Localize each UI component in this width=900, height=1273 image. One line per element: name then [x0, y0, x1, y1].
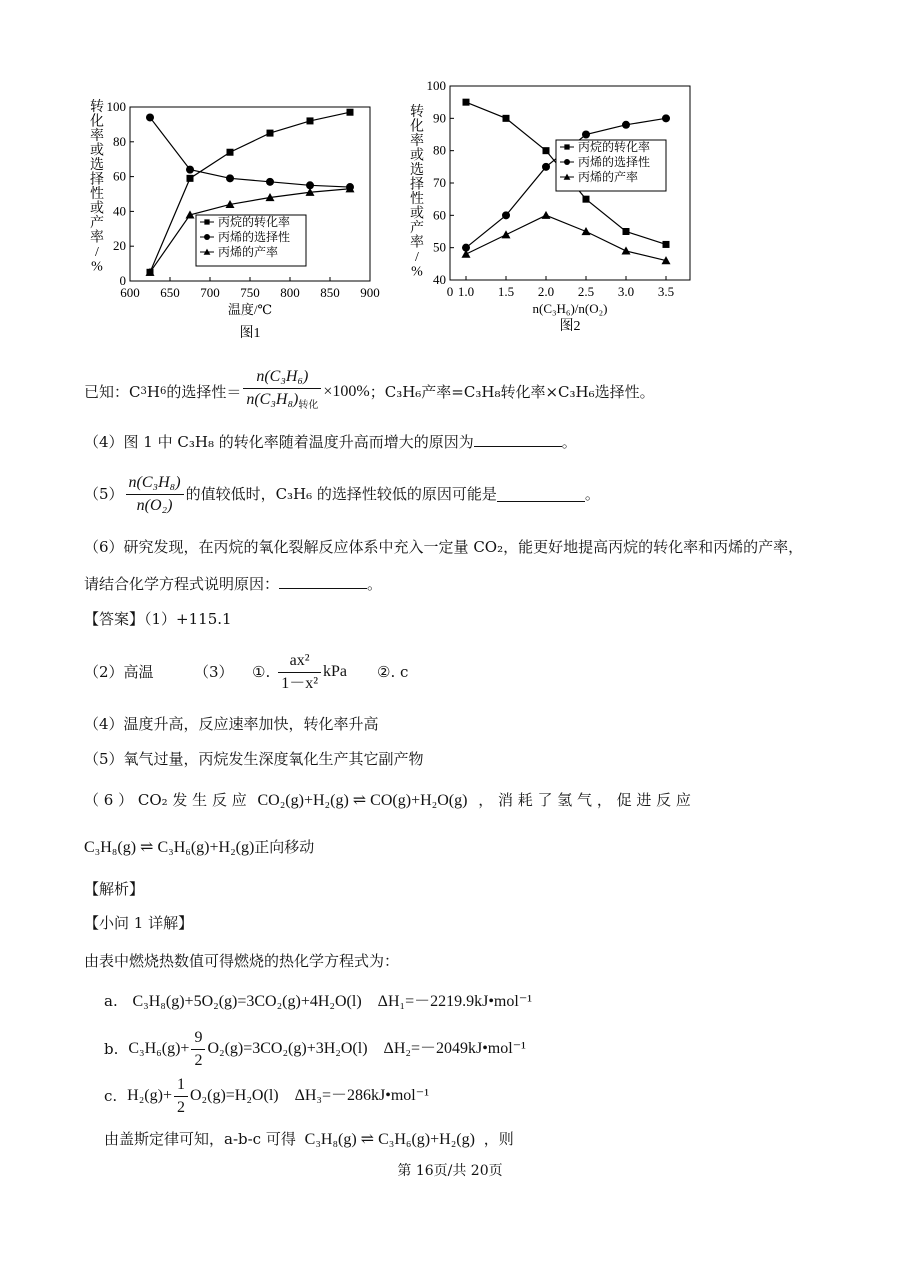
data-point [503, 115, 510, 122]
y-tick-label: 90 [433, 110, 446, 126]
y-axis-label-char: 化 [410, 119, 424, 135]
known-tail: ；C₃H₆产率=C₃H₈转化率×C₃H₆选择性。 [369, 383, 655, 401]
known-line: 已知：C 3 H 6 的选择性＝ $\frac{\text{n(C₃H₆)}}{n(C_3H_8)_{转化}}$ ×100% ；C₃H₆产率=C₃H₈转化率×C₃H₆选择性。 [84, 368, 655, 416]
y-axis-label-char: 择 [90, 172, 104, 188]
question-6-line-1: （6）研究发现，在丙烷的氧化裂解反应体系中充入一定量 CO₂，能更好地提高丙烷的转化率和丙烯的产率， [84, 538, 804, 556]
answer-6-line-2 [84, 836, 314, 859]
y-axis-label-char: % [411, 264, 423, 280]
known-den-sub: 转化 [298, 400, 319, 412]
known-mid: 的选择性＝ [166, 383, 242, 401]
equation-b-part-2: O₂(g)=3CO₂(g)+3H₂O(l) ΔH₂=－2049kJ•mol⁻¹ [207, 1040, 526, 1057]
answer-3-num: ax² [289, 651, 310, 669]
data-point [583, 196, 590, 203]
y-axis-label-char: / [415, 250, 419, 265]
equation-c-den: 2 [176, 1098, 185, 1116]
data-point [582, 131, 590, 139]
q4-text: （4）图 1 中 C₃H₈ 的转化率随着温度升高而增大的原因为 [84, 433, 474, 451]
y-axis-label-char: 选 [90, 158, 104, 173]
equation-c-fraction [174, 1074, 188, 1119]
y-axis-label-char: / [95, 245, 99, 260]
x-tick-label: 750 [240, 285, 260, 300]
answer-1: 【答案】（1）+115.1 [84, 610, 232, 628]
q5-text: 的值较低时，C₃H₆ 的选择性较低的原因可能是 [185, 485, 497, 503]
legend [556, 139, 666, 191]
legend-entry: 丙烷的转化率 [578, 140, 651, 154]
y-axis-label-char: 或 [410, 206, 424, 222]
x-tick-label: 600 [120, 285, 140, 300]
y-axis-label-char: 选 [410, 163, 424, 178]
chart-title: 图1 [239, 326, 261, 341]
y-axis-label-char: 率 [90, 129, 104, 144]
equation-b-label: b. [104, 1040, 119, 1058]
data-point [542, 163, 550, 171]
y-tick-label: 40 [433, 272, 446, 287]
series-line-2 [150, 117, 350, 187]
data-point [622, 246, 631, 254]
answer-2-3 [84, 648, 408, 696]
answer-6-a: （ 6 ） CO₂ 发 生 反 应 [84, 791, 247, 809]
q6-end: 。 [367, 575, 383, 593]
y-axis-label-char: 化 [90, 114, 104, 130]
equation-b-part-1: C₃H₆(g)+ [128, 1040, 190, 1057]
question-4 [84, 431, 577, 453]
y-tick-label: 100 [426, 78, 446, 93]
data-point [347, 109, 354, 116]
data-point [502, 211, 510, 219]
answer-3-part-2: ②. c [377, 663, 409, 681]
answer-6-equation: CO₂(g)+H₂(g) ⇌ CO(g)+H₂O(g) [257, 792, 468, 809]
q6-text: 请结合化学方程式说明原因： [84, 575, 280, 593]
y-tick-label: 80 [113, 133, 126, 149]
data-point [463, 99, 470, 106]
x-tick-label: 0 [446, 284, 454, 299]
legend-marker [204, 234, 210, 240]
chart-1-svg [84, 95, 384, 345]
legend-marker [564, 144, 569, 149]
equation-c-label: c. [104, 1087, 118, 1105]
answer-3-part-1: ①. [252, 663, 271, 681]
data-point [502, 230, 511, 238]
equation-a-label: a. [104, 992, 118, 1010]
y-axis-label-char: 性 [90, 187, 104, 202]
data-point [227, 149, 234, 156]
y-axis-label-char: 或 [410, 148, 424, 164]
data-point [542, 211, 551, 219]
data-point [663, 241, 670, 248]
answer-6-b: ， 消 耗 了 氢 气 ， 促 进 反 应 [478, 791, 691, 809]
y-axis-label-char: 或 [90, 143, 104, 159]
hess-equation: C₃H₈(g) ⇌ C₃H₆(g)+H₂(g) [304, 1131, 475, 1148]
q5-prefix: （5） [84, 485, 124, 503]
legend-marker [564, 159, 570, 165]
y-axis-label-char: 产 [410, 221, 424, 236]
data-point [186, 166, 194, 174]
y-tick-label: 70 [433, 175, 446, 190]
y-tick-label: 50 [433, 239, 446, 255]
equation-a-text: C₃H₈(g)+5O₂(g)=3CO₂(g)+4H₂O(l) ΔH₁=－2219.9kJ•mol⁻¹ [132, 993, 533, 1010]
x-axis-label: n(C₃H₆)/n(O₂) [532, 301, 608, 316]
data-point [543, 147, 550, 154]
answer-4: （4）温度升高，反应速率加快，转化率升高 [84, 715, 379, 733]
data-point [146, 113, 154, 121]
y-axis-label-char: 转 [410, 105, 424, 120]
q4-end: 。 [561, 433, 577, 451]
question-5 [84, 470, 600, 518]
y-tick-label: 100 [106, 99, 126, 114]
y-tick-label: 80 [433, 142, 446, 158]
q5-num: n(C₃H₈) [128, 473, 181, 491]
legend-entry: 丙烯的选择性 [218, 230, 291, 244]
x-tick-label: 3.5 [657, 284, 675, 299]
x-tick-label: 650 [160, 285, 180, 300]
y-tick-label: 0 [119, 273, 126, 288]
x-tick-label: 3.0 [617, 284, 635, 299]
page-footer: 第 16页/共 20页 [397, 1163, 503, 1179]
x-tick-label: 900 [360, 285, 380, 300]
y-axis-label-char: 产 [90, 216, 104, 231]
equation-b [104, 1025, 526, 1073]
y-axis-label-char: 率 [410, 134, 424, 149]
answer-3: （3） [194, 663, 234, 681]
q5-den: n(O₂) [136, 496, 173, 514]
known-den: n(C₃H₈) [246, 391, 299, 409]
legend-marker [204, 219, 209, 224]
series-line-3 [466, 215, 666, 260]
data-point [622, 121, 630, 129]
subquestion-1-heading: 【小问 1 详解】 [84, 914, 194, 932]
answer-5: （5）氧气过量，丙烷发生深度氧化生产其它副产物 [84, 750, 424, 768]
data-point [623, 228, 630, 235]
equation-b-fraction [191, 1027, 205, 1072]
answer-6-equation-2: C₃H₈(g) ⇌ C₃H₆(g)+H₂(g) [84, 839, 255, 856]
data-point [226, 174, 234, 182]
legend-entry: 丙烯的产率 [218, 245, 279, 259]
legend [196, 214, 306, 266]
y-axis-label-char: 率 [410, 235, 424, 251]
answer-2: （2）高温 [84, 663, 154, 681]
x-tick-label: 800 [280, 285, 300, 300]
x-tick-label: 1.0 [457, 284, 475, 299]
question-6-line-2 [84, 573, 382, 595]
hess-end: ，则 [483, 1130, 514, 1148]
equation-a [104, 990, 532, 1013]
answer-6-c: 正向移动 [254, 838, 315, 856]
answer-3-den: 1－x² [281, 674, 319, 692]
q5-blank [497, 487, 585, 502]
y-tick-label: 60 [433, 207, 446, 223]
known-prefix: 已知：C [84, 383, 141, 401]
data-point [307, 117, 314, 124]
x-tick-label: 2.5 [577, 284, 595, 299]
data-point [582, 227, 591, 235]
equation-b-den: 2 [194, 1051, 203, 1069]
known-fraction [243, 366, 321, 417]
q6-blank [279, 574, 367, 589]
data-point [462, 250, 471, 258]
chart-2-svg [404, 78, 704, 346]
y-tick-label: 60 [113, 168, 126, 184]
answer-6-line-1 [84, 789, 691, 812]
legend-entry: 丙烯的产率 [578, 170, 639, 184]
x-tick-label: 1.5 [497, 284, 515, 299]
equation-c [104, 1072, 429, 1120]
y-tick-label: 40 [113, 203, 126, 219]
q5-end: 。 [584, 485, 600, 503]
intro-line: 由表中燃烧热数值可得燃烧的热化学方程式为： [84, 952, 400, 970]
y-axis-label-char: 率 [90, 230, 104, 246]
y-axis-label-char: 择 [410, 177, 424, 193]
y-axis-label-char: 转 [90, 100, 104, 115]
q5-fraction [126, 472, 184, 517]
answer-3-fraction [278, 650, 321, 695]
legend-entry: 丙烯的选择性 [578, 155, 651, 169]
data-point [266, 178, 274, 186]
equation-b-num: 9 [194, 1028, 203, 1046]
q4-blank [474, 432, 562, 447]
y-tick-label: 20 [113, 238, 126, 254]
chart-1 [84, 95, 384, 345]
hess-text: 由盖斯定律可知，a-b-c 可得 [104, 1130, 296, 1148]
data-point [662, 114, 670, 122]
equation-c-num: 1 [176, 1075, 185, 1093]
data-point [267, 130, 274, 137]
y-axis-label-char: 或 [90, 201, 104, 217]
x-tick-label: 2.0 [537, 284, 555, 299]
legend-entry: 丙烷的转化率 [218, 215, 291, 229]
equation-c-part-1: H₂(g)+ [127, 1087, 172, 1104]
equation-c-part-2: O₂(g)=H₂O(l) ΔH₃=－286kJ•mol⁻¹ [189, 1087, 429, 1104]
x-tick-label: 850 [320, 285, 340, 300]
y-axis-label-char: 性 [410, 192, 424, 207]
known-times: ×100% [323, 383, 370, 400]
hess-line [104, 1128, 514, 1151]
analysis-heading: 【解析】 [84, 880, 145, 898]
chart-title: 图2 [559, 319, 581, 334]
data-point [187, 175, 194, 182]
known-num: n(C₃H₆) [256, 368, 309, 386]
x-tick-label: 700 [200, 285, 220, 300]
y-axis-label-char: % [91, 259, 103, 275]
answer-3-unit: kPa [323, 663, 348, 680]
chart-2 [404, 78, 704, 346]
x-axis-label: 温度/℃ [227, 302, 273, 317]
